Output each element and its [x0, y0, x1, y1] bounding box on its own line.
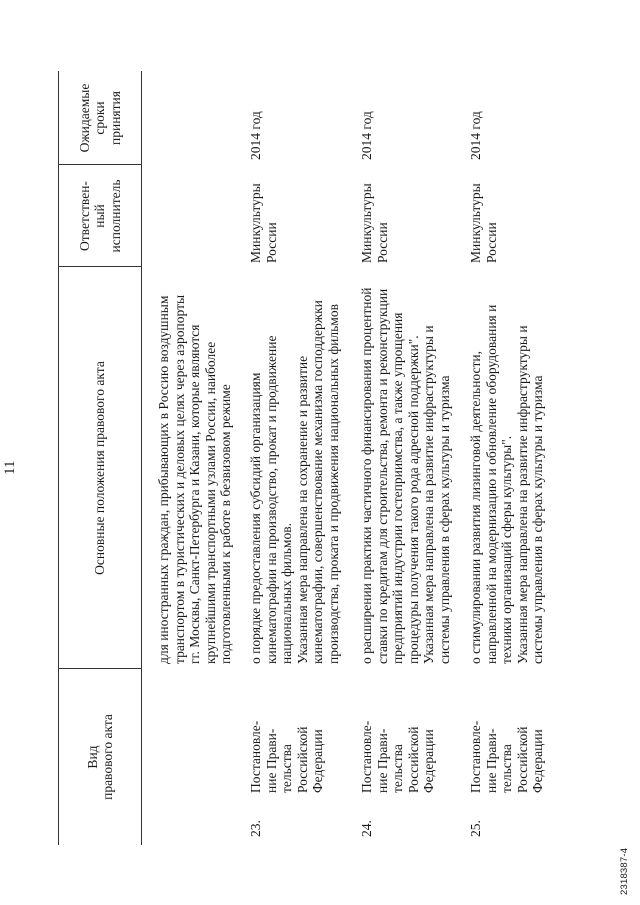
provision-line: транспортом в туристических и деловых целях через аэропорты — [171, 294, 187, 664]
provision-line: подготовленными к работе в безвизовом режиме — [218, 384, 233, 664]
provision-line: о порядке предоставления субсидий организациям — [248, 372, 263, 664]
header-type-line: Вид — [84, 745, 100, 769]
provision-line: техники организаций сферы культуры". — [499, 435, 514, 664]
column-divider — [58, 164, 142, 165]
executor-line: России — [374, 222, 390, 263]
executor-line: Минкультуры — [468, 183, 483, 263]
row-type-of-act — [248, 721, 326, 793]
type-line: Российской — [405, 726, 421, 793]
header-executor — [58, 165, 142, 267]
row-number: 25. — [468, 820, 483, 837]
row-deadline — [359, 111, 375, 160]
row-executor — [468, 183, 499, 263]
row-type-of-act — [359, 721, 437, 793]
header-type-line: правового акта — [100, 714, 115, 800]
type-line: Постановле- — [359, 720, 374, 793]
provision-line: кинематографии, совершенствование механизма господдержки — [310, 300, 325, 664]
provision-line: о расширении практики частичного финансирования процентной — [359, 287, 374, 664]
type-line: ние Прави- — [263, 728, 279, 793]
deadline-line: 2014 год — [248, 111, 263, 160]
provision-line: кинематографии на производство, прокат и продвижение — [263, 335, 279, 664]
document-code: 2318387-4 — [619, 847, 630, 895]
header-deadline-line: принятия — [107, 91, 123, 145]
provision-line: Указанная мера направлена на развитие инфраструктуры и — [514, 325, 530, 664]
executor-line: России — [483, 222, 499, 263]
provision-line: гг. Москвы, Санкт-Петербурга и Казани, которые являются — [187, 324, 202, 664]
page-number: 11 — [2, 460, 18, 475]
type-line: Федерации — [310, 729, 325, 793]
executor-line: Минкультуры — [248, 183, 263, 263]
header-executor-line: ный — [92, 204, 108, 228]
row-executor — [248, 183, 279, 263]
row-number: 24. — [359, 820, 374, 837]
type-line: Российской — [514, 726, 530, 793]
header-type-of-act — [58, 669, 142, 845]
header-deadline-line: сроки — [92, 101, 108, 135]
type-line: Российской — [294, 726, 310, 793]
provision-line: национальных фильмов. — [279, 523, 294, 664]
provision-line: Указанная мера направлена на сохранение и развитие — [294, 355, 310, 664]
type-line: ние Прави- — [483, 728, 499, 793]
row-executor — [359, 183, 390, 263]
row-provisions — [248, 300, 341, 664]
row-provisions — [359, 287, 452, 664]
deadline-line: 2014 год — [468, 111, 483, 160]
row-number: 23. — [248, 820, 263, 837]
header-provisions-line: Основные положения правового акта — [92, 361, 108, 575]
deadline-line: 2014 год — [359, 111, 374, 160]
type-line: Федерации — [530, 729, 545, 793]
column-divider — [58, 668, 142, 669]
provision-line: направленной на модернизацию и обновление оборудования и — [483, 304, 499, 664]
column-divider — [58, 266, 142, 267]
provision-line: системы управления в сферах культуры и туризма — [436, 375, 452, 664]
header-provisions — [58, 267, 142, 669]
row-provisions — [468, 305, 546, 664]
provision-line: процедуры получения такого рода адресной поддержки". — [405, 335, 421, 664]
provision-line: предприятий индустрии гостеприимства, а также упрощения — [390, 312, 405, 664]
provision-line: крупнейшими транспортными узлами России, наиболее — [202, 341, 218, 664]
provision-line: производства, проката и продвижения национальных фильмов — [325, 304, 341, 664]
row-type-of-act — [468, 721, 546, 793]
provision-line: для иностранных граждан, прибывающих в Россию воздушным — [156, 295, 171, 664]
header-deadline — [58, 71, 142, 165]
type-line: тельства — [279, 744, 294, 793]
provision-line: системы управления в сферах культуры и туризма — [530, 375, 545, 664]
continuation-provisions — [156, 295, 234, 664]
provision-line: Указанная мера направлена на развитие инфраструктуры и — [421, 325, 436, 664]
row-deadline — [248, 111, 264, 160]
type-line: тельства — [499, 744, 514, 793]
executor-line: Минкультуры — [359, 183, 374, 263]
provision-line: о стимулировании развития лизинговой деятельности, — [468, 350, 483, 664]
type-line: Постановле- — [468, 720, 483, 793]
header-executor-line: исполнитель — [107, 179, 123, 253]
header-executor-line: Ответствен- — [76, 181, 92, 251]
type-line: ние Прави- — [374, 728, 390, 793]
executor-line: России — [263, 222, 279, 263]
header-deadline-line: Ожидаемые — [76, 83, 92, 153]
provision-line: ставки по кредитам для строительства, ремонта и реконструкции — [374, 288, 390, 664]
type-line: Федерации — [421, 729, 436, 793]
type-line: тельства — [390, 744, 405, 793]
type-line: Постановле- — [248, 720, 263, 793]
row-deadline — [468, 111, 484, 160]
